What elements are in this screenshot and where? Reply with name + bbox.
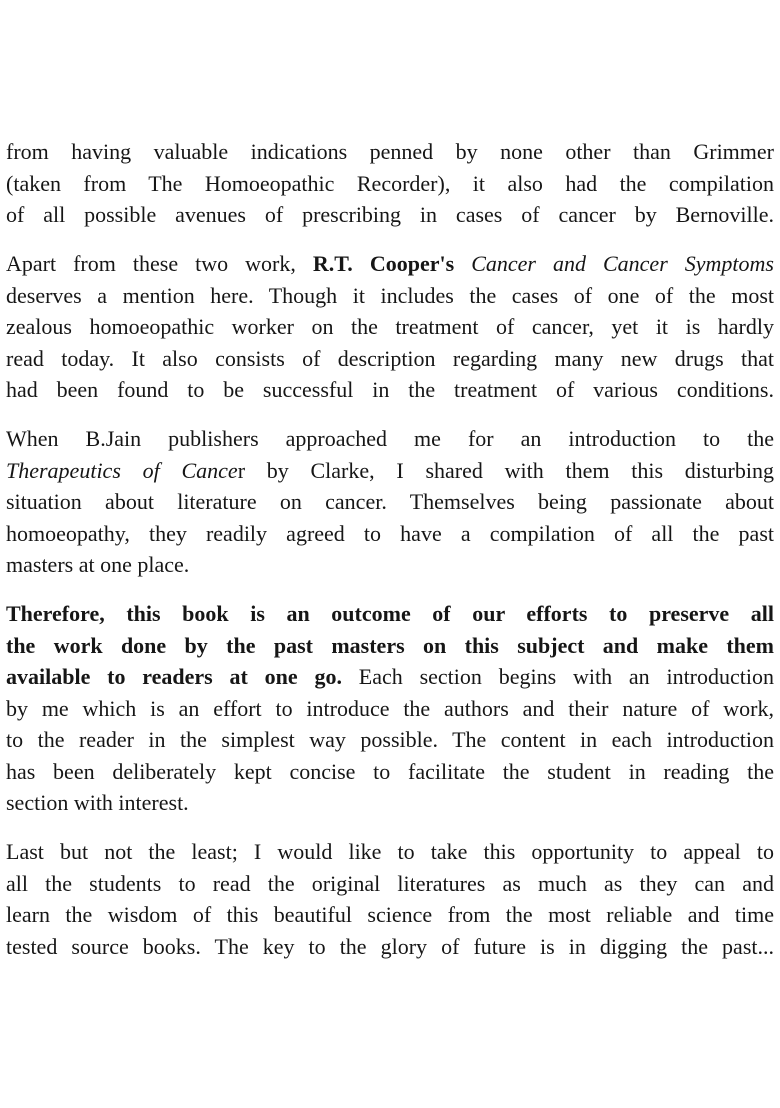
text-run: section with interest. (6, 790, 189, 815)
paragraph (6, 836, 774, 962)
text-run: Last but not the least; I would like to take this opportunity to appeal to (6, 839, 774, 864)
text-run: of all possible avenues of prescribing in cases of cancer by Bernoville. (6, 202, 774, 227)
text-run: by me which is an effort to introduce the authors and their nature of work, (6, 695, 774, 721)
paragraph (6, 136, 774, 231)
text-run: all the students to read the original literatures as much as they can and (6, 870, 774, 896)
text-run: tested source books. The key to the glory of future is in digging the past... (6, 933, 774, 959)
text-run: situation about literature on cancer. Themselves being passionate about (6, 489, 774, 514)
bold-text: the work done by the past masters on this subject and make them (6, 632, 774, 658)
text-line (6, 518, 774, 550)
document-page (6, 136, 774, 980)
text-run: to the reader in the simplest way possible. The content in each introduction (6, 727, 774, 752)
italic-text: Cancer and Cancer Symptoms (471, 251, 774, 276)
text-line (6, 486, 774, 518)
text-line (6, 549, 774, 581)
bold-text: Therefore, this book is an outcome of our efforts to preserve all (6, 601, 774, 626)
text-line (6, 199, 774, 231)
text-line (6, 455, 774, 487)
text-line (6, 836, 774, 868)
text-line (6, 248, 774, 280)
text-line (6, 630, 774, 662)
text-run: zealous homoeopathic worker on the treatment of cancer, yet it is hardly (6, 314, 774, 339)
bold-text: available to readers at one go. (6, 664, 342, 689)
text-run: had been found to be successful in the treatment of various conditions. (6, 377, 774, 402)
text-line (6, 868, 774, 900)
bold-text: R.T. Cooper's (312, 251, 455, 276)
text-line (6, 598, 774, 630)
text-run: homoeopathy, they readily agreed to have a compilation of all the past (6, 520, 774, 546)
text-line (6, 423, 774, 455)
paragraph (6, 423, 774, 581)
text-line (6, 136, 774, 168)
italic-text: Therapeutics of Cance (6, 457, 238, 483)
paragraph (6, 248, 774, 406)
paragraph (6, 598, 774, 819)
text-run: read today. It also consists of description regarding many new drugs that (6, 345, 774, 371)
text-line (6, 343, 774, 375)
text-line (6, 311, 774, 343)
text-run: has been deliberately kept concise to facilitate the student in reading the (6, 758, 774, 784)
text-line (6, 168, 774, 200)
text-run: When B.Jain publishers approached me for an introduction to the (6, 426, 774, 451)
text-line (6, 693, 774, 725)
text-line (6, 756, 774, 788)
text-run: learn the wisdom of this beautiful science from the most reliable and time (6, 902, 774, 927)
text-run: from having valuable indications penned by none other than Grimmer (6, 139, 774, 164)
text-run: r by Clarke, I shared with them this disturbing (237, 457, 774, 483)
text-line (6, 787, 774, 819)
text-run: masters at one place. (6, 552, 190, 577)
text-line (6, 899, 774, 931)
text-run: deserves a mention here. Though it includes the cases of one of the most (6, 282, 774, 308)
text-line (6, 280, 774, 312)
text-line (6, 661, 774, 693)
text-run (454, 251, 471, 276)
text-line (6, 931, 774, 963)
text-run: Apart from these two work, (6, 251, 313, 276)
text-run: Each section begins with an introduction (342, 664, 774, 689)
text-line (6, 374, 774, 406)
text-line (6, 724, 774, 756)
text-run: (taken from The Homoeopathic Recorder), it also had the compilation (6, 170, 774, 196)
